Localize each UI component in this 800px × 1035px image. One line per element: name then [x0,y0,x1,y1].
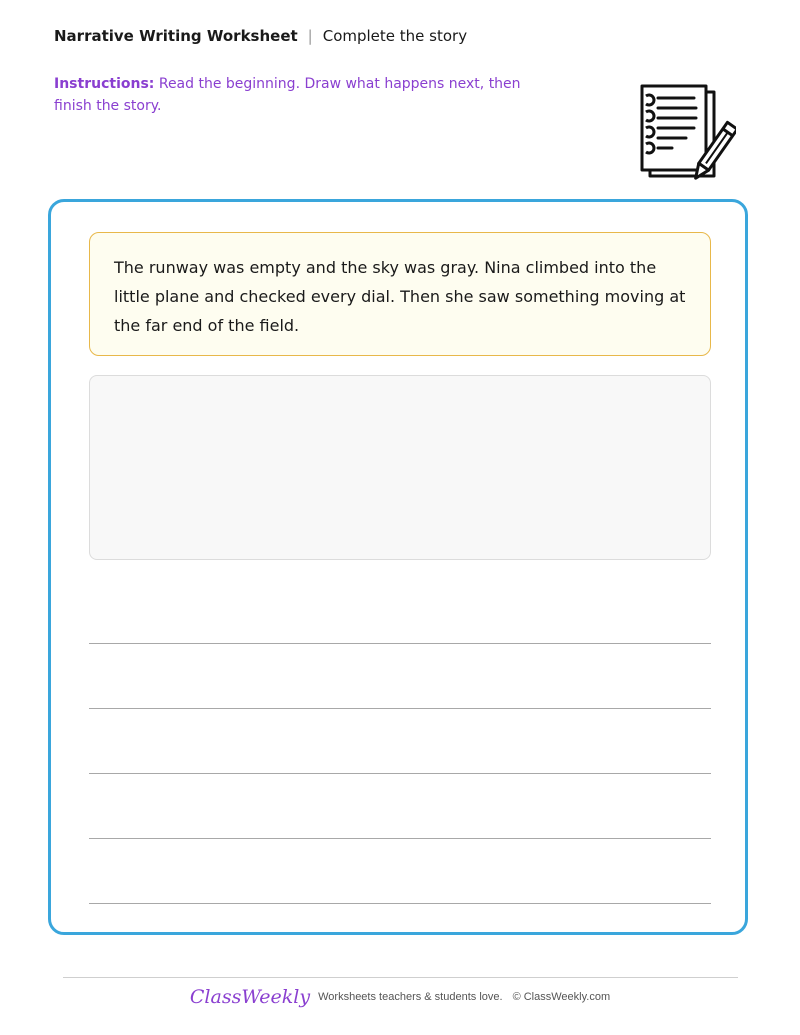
worksheet-header [54,26,467,46]
footer-tagline: Worksheets teachers & students love. [318,991,503,1003]
drawing-area[interactable] [89,375,711,560]
story-beginning-text: The runway was empty and the sky was gray. Nina climbed into the little plane and checked every dial. Then she saw something moving at the far end of the field. [114,258,686,335]
brand-logo: ClassWeekly [189,986,311,1008]
instructions [54,73,554,117]
worksheet-subtitle: Complete the story [322,27,468,45]
instructions-text: Read the beginning. Draw what happens next, then finish the story. [54,76,521,114]
footer [0,986,800,1008]
writing-line[interactable] [89,903,711,904]
footer-divider [63,977,738,978]
writing-line[interactable] [89,838,711,839]
story-beginning-box [89,232,711,356]
footer-copyright: © ClassWeekly.com [512,991,611,1003]
writing-line[interactable] [89,773,711,774]
instructions-label: Instructions: [54,76,155,92]
header-separator: | [307,27,313,45]
writing-line[interactable] [89,708,711,709]
worksheet-title: Narrative Writing Worksheet [54,27,298,45]
notebook-with-pencil-icon [636,82,736,192]
writing-line[interactable] [89,643,711,644]
